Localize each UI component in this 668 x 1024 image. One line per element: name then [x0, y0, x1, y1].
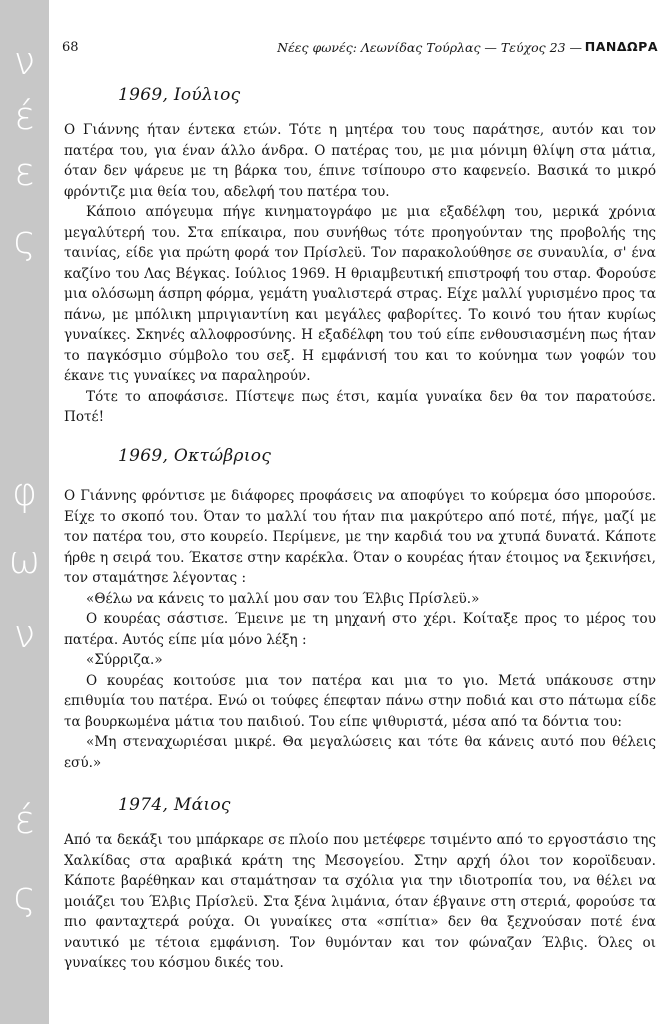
quote-paragraph: «Σύρριζα.»	[86, 652, 163, 668]
paragraph: Ο κουρέας κοιτούσε μια τον πατέρα και μια το γιο. Μετά υπάκουσε στην επιθυμία του πατέρα. Ενώ οι τούφες έπεφταν πάνω στην ποδιά και στο πάτωμα είδε τα βουρκωμένα μάτια του παιδιού. Του είπε ψιθυριστά, μέσα από τα δόντια του:	[64, 672, 656, 730]
section-date: 1969, Οκτώβριος	[118, 446, 272, 466]
magazine-logo: ΠΑΝΔΩΡΑ	[584, 39, 658, 54]
section-body	[64, 120, 656, 428]
paragraph: Τότε το αποφάσισε. Πίστεψε πως έτσι, καμία γυναίκα δεν θα τον παρατούσε. Ποτέ!	[64, 388, 656, 425]
paragraph: Ο κουρέας σάστισε. Έμεινε με τη μηχανή στο χέρι. Κοίταξε προς το μέρος του πατέρα. Αυτός είπε μία μόνο λέξη :	[64, 611, 656, 648]
sidebar-letter: ν	[13, 39, 36, 83]
quote-paragraph: «Μη στεναχωριέσαι μικρέ. Θα μεγαλώσεις και τότε θα κάνεις αυτό που θέλεις εσύ.»	[64, 734, 656, 771]
sidebar-letter: ς	[13, 874, 36, 918]
section-body	[64, 830, 656, 974]
section-date: 1969, Ιούλιος	[118, 85, 241, 105]
sidebar-letter: ν	[13, 612, 36, 656]
page-header	[62, 38, 658, 60]
sidebar-letter: ε	[14, 150, 35, 194]
section-body	[64, 486, 656, 773]
running-title: Νέες φωνές: Λεωνίδας Τούρλας — Τεύχος 23 —	[277, 40, 582, 55]
decorative-sidebar	[0, 0, 49, 1024]
page-number: 68	[62, 40, 79, 55]
section-date: 1974, Μάιος	[118, 795, 231, 815]
paragraph: Από τα δεκάξι του μπάρκαρε σε πλοίο που μετέφερε τσιμέντο από το εργοστάσιο της Χαλκίδας στα αραβικά κράτη της Μεσογείου. Στην αρχή όλοι τον κοροϊδευαν. Κάποτε βαρέθηκαν και σταμάτησαν τα σχόλια για την ιδιοτροπία του, να θέλει να μοιάζει του Έλβις Πρίσλεϋ. Στα ξένα λιμάνια, όταν έβγαινε στη στεριά, φορούσε τα πιο φανταχτερά ρούχα. Οι γυναίκες στα «σπίτια» δεν θα ξεχνούσαν ποτέ ένα ναυτικό με τέτοια εμφάνιση. Τον θυμόνταν και τον φώναζαν Έλβις. Όλες οι γυναίκες του κόσμου δικές του.	[64, 832, 656, 971]
sidebar-letter: έ	[14, 798, 35, 842]
sidebar-letter: έ	[14, 94, 35, 138]
sidebar-letter: ς	[13, 218, 36, 262]
sidebar-letter: φ	[11, 470, 38, 514]
sidebar-letter: ω	[8, 538, 41, 582]
quote-paragraph: «Θέλω να κάνεις το μαλλί μου σαν του Έλβις Πρίσλεϋ.»	[86, 590, 480, 607]
paragraph: Ο Γιάννης ήταν έντεκα ετών. Τότε η μητέρα του τους παράτησε, αυτόν και τον πατέρα του, για έναν άλλο άνδρα. Ο πατέρας του, με μια μόνιμη θλίψη στα μάτια, όταν δεν ψάρευε με τη βάρκα του, έπινε τσίπουρο στο καφενείο. Βασικά το μικρό φρόντιζε μια θεία του, αδελφή του πατέρα του.	[64, 122, 656, 200]
paragraph: Κάποιο απόγευμα πήγε κινηματογράφο με μια εξαδέλφη του, μερικά χρόνια μεγαλύτερή του. Στα επίκαιρα, που συνήθως τότε προηγούνταν της προβολής της ταινίας, είδε για πρώτη φορά τον Πρίσλεϋ. Τον παρακολούθησε σε συναυλία, σ' ένα καζίνο του Λας Βέγκας. Ιούλιος 1969. Η θριαμβευτική επιστροφή του σταρ. Φορούσε μια ολόσωμη άσπρη φόρμα, γεμάτη γυαλιστερά στρας. Είχε μαλλί γυρισμένο προς τα πάνω, με μπόλικη μπριγιαντίνη και μεγάλες φαβορίτες. Το κοινό του ήταν κυρίως γυναίκες. Σκηνές αλλοφροσύνης. Η εξαδέλφη του τού είπε ενθουσιασμένη πως ήταν το παγκόσμιο σύμβολο του σεξ. Η εμφάνισή του και το κούνημα των γοφών του έκανε τις γυναίκες να παραληρούν.	[64, 204, 656, 384]
paragraph: Ο Γιάννης φρόντισε με διάφορες προφάσεις να αποφύγει το κούρεμα όσο μπορούσε. Είχε το σκοπό του. Όταν το μαλλί του ήταν πια μακρύτερο από ποτέ, πήγε, μαζί με τον πατέρα του, στο κουρείο. Περίμενε, με την καρδιά του να χτυπά δυνατά. Κάποτε ήρθε η σειρά του. Έκατσε στην καρέκλα. Όταν ο κουρέας ήταν έτοιμος να ξεκινήσει, τον σταμάτησε λέγοντας :	[64, 488, 656, 586]
